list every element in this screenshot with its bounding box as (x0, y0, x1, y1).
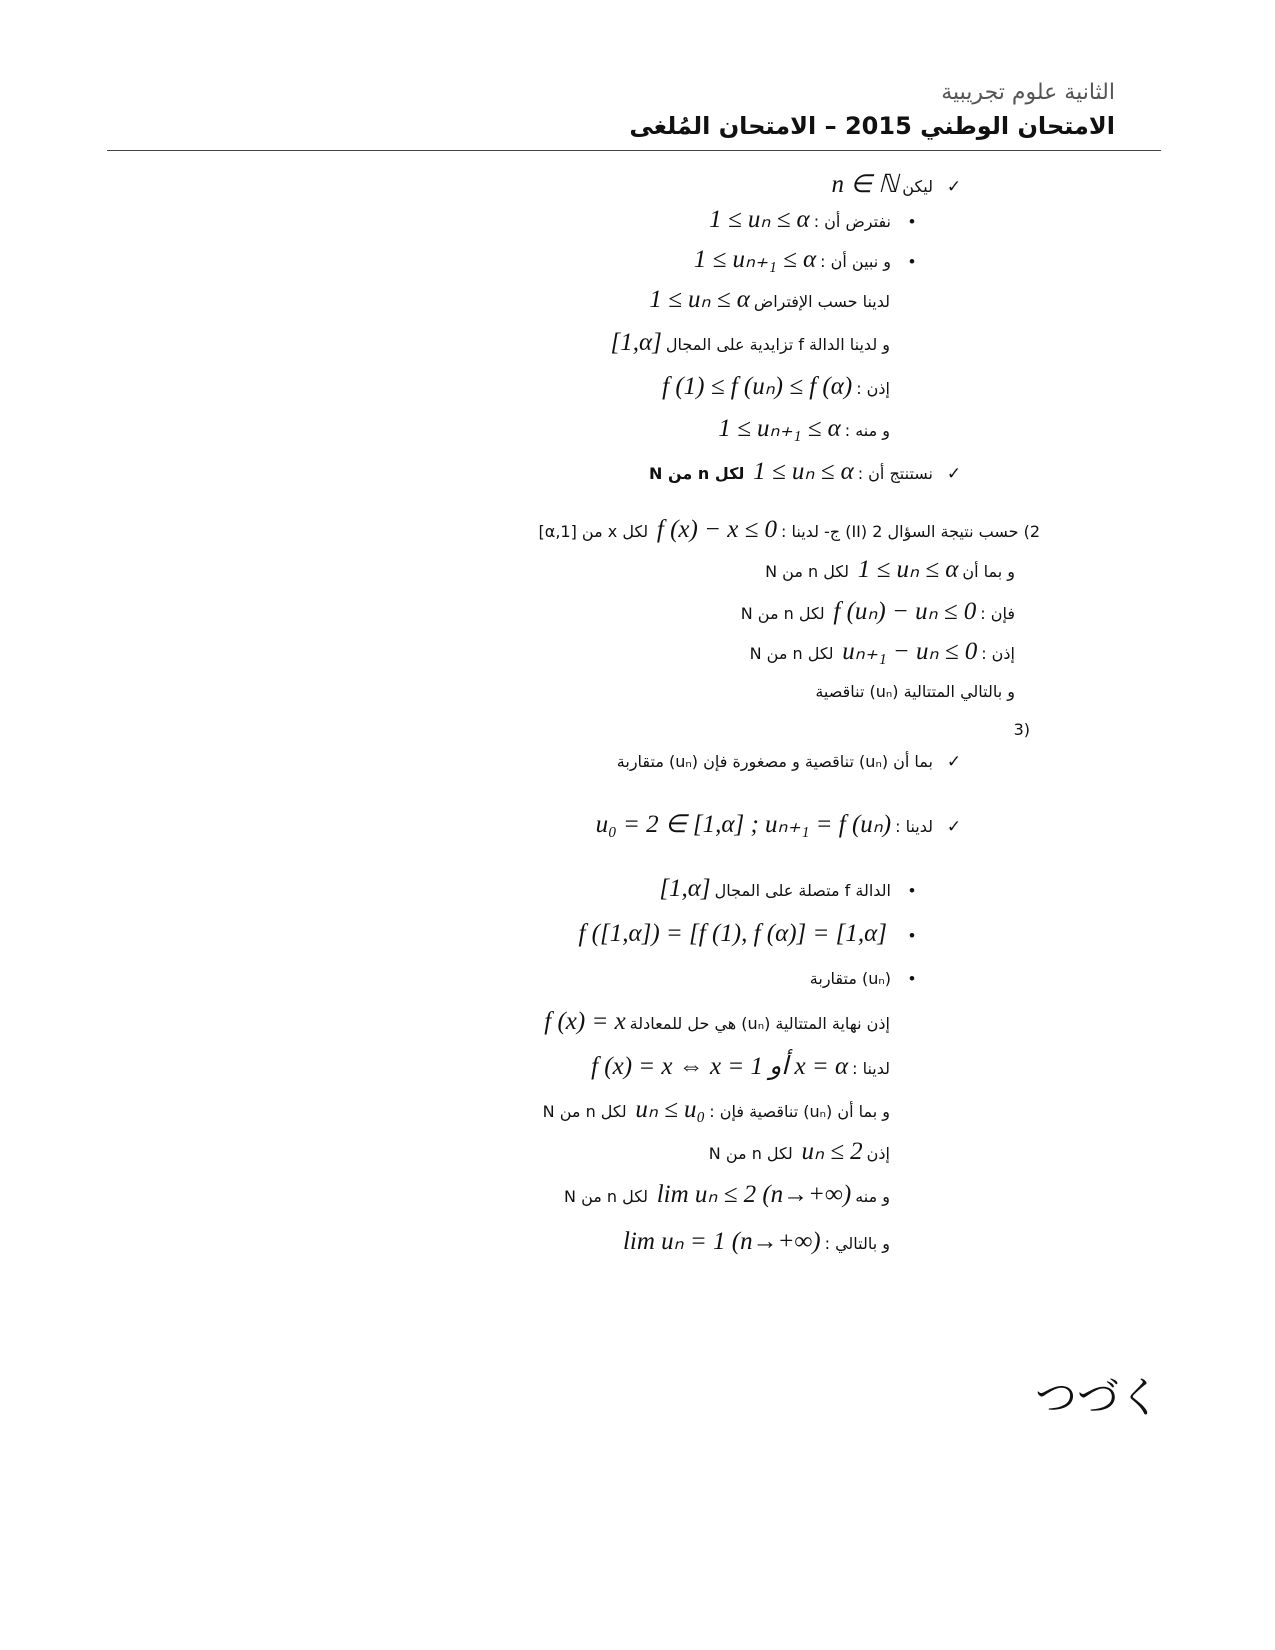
proof-line: •f ([1,α]) = [f (1), f (α)] = [1,α] (578, 920, 915, 947)
proof-line: ✓بما أن (uₙ) تناقصية و مصغورة فإن (uₙ) متقاربة (616, 752, 962, 771)
proof-line: •الدالة f متصلة على المجال[1,α] (659, 875, 915, 902)
proof-line: لدينا :f (x) = x ⇔ x = 1 أو x = α (591, 1053, 890, 1080)
proof-line: ✓ليكنn ∈ ℕ (831, 171, 962, 198)
proof-line: لدينا حسب الإفتراض1 ≤ uₙ ≤ α (649, 286, 890, 313)
proof-line: و بالتالي المتتالية (uₙ) تناقصية (815, 682, 1015, 701)
continued-mark: つづく (1035, 1373, 1162, 1422)
header-exam-title: الامتحان الوطني 2015 – الامتحان المُلغى (629, 112, 1115, 140)
proof-line: إذن :uₙ₊₁ − uₙ ≤ 0 لكل n من N (749, 638, 1015, 665)
proof-line: و لدينا الدالة f تزايدية على المجال[1,α] (610, 329, 890, 356)
proof-line: إذنuₙ ≤ 2 لكل n من N (708, 1138, 890, 1165)
proof-line: و بما أن1 ≤ uₙ ≤ α لكل n من N (765, 556, 1015, 583)
proof-line: و منه :1 ≤ uₙ₊₁ ≤ α (718, 415, 890, 442)
header-subject: الثانية علوم تجريبية (941, 80, 1115, 105)
proof-line: و بما أن (uₙ) تناقصية فإن :uₙ ≤ u₀ لكل n من N (542, 1096, 890, 1123)
proof-line: إذن :f (1) ≤ f (uₙ) ≤ f (α) (662, 373, 890, 400)
proof-line: •و نبين أن :1 ≤ uₙ₊₁ ≤ α (693, 246, 915, 273)
proof-line: فإن :f (uₙ) − uₙ ≤ 0 لكل n من N (740, 598, 1015, 625)
proof-line: •(uₙ) متقاربة (809, 969, 915, 988)
proof-line: ✓لدينا :u₀ = 2 ∈ [1,α] ; uₙ₊₁ = f (uₙ) (595, 811, 962, 838)
proof-line: و بالتالي :lim uₙ = 1 (n→+∞) (622, 1228, 890, 1255)
proof-line: ✓نستنتج أن :1 ≤ uₙ ≤ α لكل n من N (649, 458, 962, 485)
proof-line: 2) حسب نتيجة السؤال II) 2) ج- لدينا :f (x) − x ≤ 0 لكل x من [1,α] (538, 516, 1040, 543)
proof-line: و منهlim uₙ ≤ 2 (n→+∞) لكل n من N (564, 1181, 890, 1208)
proof-line: إذن نهاية المتتالية (uₙ) هي حل للمعادلةf (x) = x (544, 1008, 890, 1035)
section-number: (3 (1013, 720, 1030, 739)
proof-line: •نفترض أن :1 ≤ uₙ ≤ α (709, 206, 915, 233)
header-divider (107, 150, 1161, 151)
